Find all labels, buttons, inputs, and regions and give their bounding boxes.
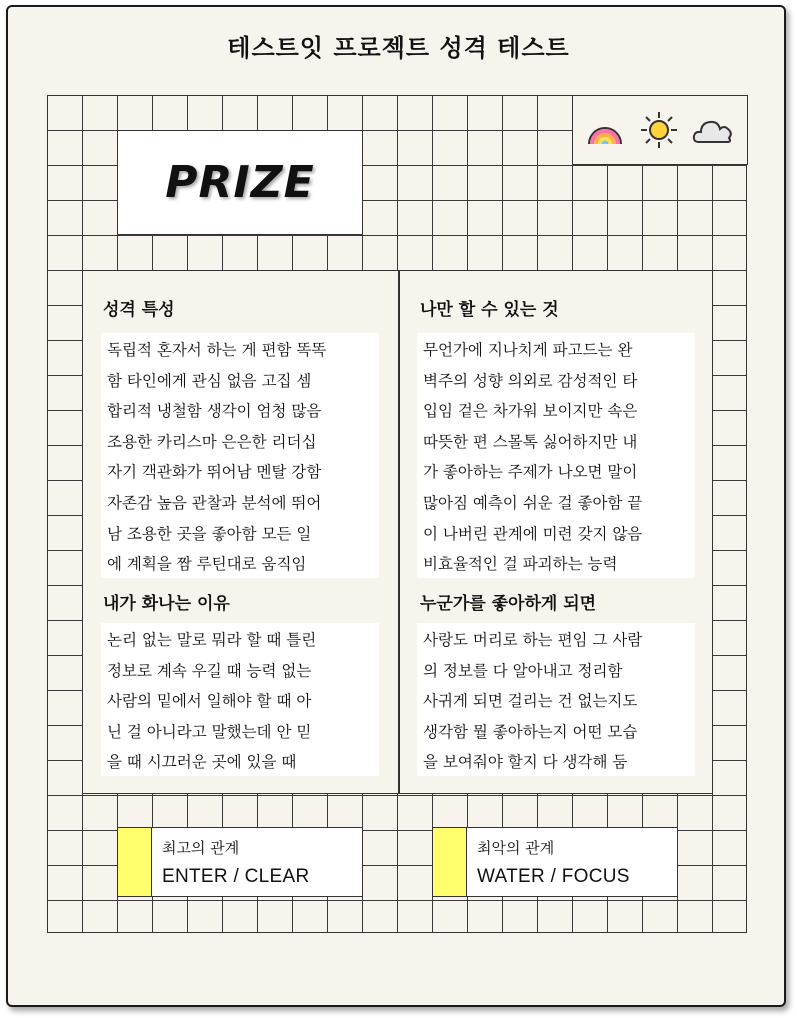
- angry-title: 내가 화나는 이유: [103, 594, 230, 614]
- love-text: 사랑도 머리로 하는 편임 그 사람 의 정보를 다 알아내고 정리함 사귀게 되면 걸리는 건 없는지도 생각함 뭘 좋아하는지 어떤 모습 을 보여줘야 할지 다 생각해 둠: [417, 623, 695, 776]
- page-title: 테스트잇 프로젝트 성격 테스트: [227, 34, 570, 62]
- sun-icon: [639, 110, 679, 150]
- worst-relation-value: WATER / FOCUS: [477, 866, 630, 887]
- worst-relation-swatch: [433, 828, 467, 896]
- traits-text: 독립적 혼자서 하는 게 편함 똑똑 함 타인에게 관심 없음 고집 셈 합리적 냉철함 생각이 엄청 많음 조용한 카리스마 은은한 리더십 자기 객관화가 뛰어남 멘탈 강함 자존감 높음 관찰과 분석에 뛰어 남 조용한 곳을 좋아함 모든 일 에 계획을 짬 루틴대로 움직임: [101, 333, 379, 578]
- rainbow-icon: [585, 110, 625, 150]
- only-me-text: 무언가에 지나치게 파고드는 완 벽주의 성향 의외로 감성적인 타 입임 겉은 차가워 보이지만 속은 따뜻한 편 스몰톡 싫어하지만 내 가 좋아하는 주제가 나오면 말이 많아짐 예측이 쉬운 걸 좋아함 끝 이 나버린 관계에 미련 갖지 않음 비효율적인 걸 파괴하는 능력: [417, 333, 695, 578]
- cloud-icon: [691, 110, 735, 150]
- worst-relation-box: [432, 827, 678, 897]
- angry-text: 논리 없는 말로 뭐라 할 때 틀린 정보로 계속 우길 때 능력 없는 사람의 밑에서 일해야 할 때 아 닌 걸 아니라고 말했는데 안 믿 을 때 시끄러운 곳에 있을 때: [101, 623, 379, 776]
- traits-title: 성격 특성: [103, 300, 175, 320]
- best-relation-value: ENTER / CLEAR: [162, 866, 310, 887]
- weather-icons: [572, 95, 748, 165]
- prize-box: [117, 130, 363, 235]
- prize-title: PRIZE: [165, 157, 315, 208]
- only-me-title: 나만 할 수 있는 것: [420, 300, 559, 320]
- best-relation-label: 최고의 관계: [162, 839, 240, 857]
- best-relation-swatch: [118, 828, 152, 896]
- panel-divider: [398, 271, 400, 793]
- love-title: 누군가를 좋아하게 되면: [420, 594, 597, 614]
- worst-relation-label: 최악의 관계: [477, 839, 555, 857]
- best-relation-box: [117, 827, 363, 897]
- result-panel: [82, 270, 713, 794]
